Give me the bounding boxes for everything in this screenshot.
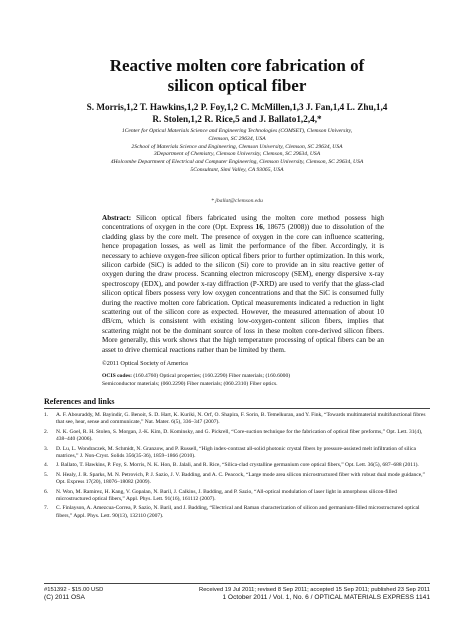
authors-line-2: R. Stolen,1,2 R. Rice,5 and J. Ballato1,2,4,* xyxy=(152,114,322,124)
abstract-label: Abstract: xyxy=(102,214,132,222)
reference-item xyxy=(44,472,430,487)
affiliation-line: Clemson, SC 29634, USA xyxy=(208,135,266,142)
reference-number: 3. xyxy=(44,445,49,452)
reference-number: 2. xyxy=(44,428,49,435)
references-heading: References and links xyxy=(44,397,115,406)
abstract-volume: 16 xyxy=(255,223,263,232)
page-footer xyxy=(44,586,430,602)
reference-number: 6. xyxy=(44,488,49,495)
corresponding-email[interactable]: * jballat@clemson.edu xyxy=(211,198,263,204)
reference-text: A. F. Abouraddy, M. Bayindir, G. Benoit, S. D. Hart, K. Kuriki, N. Orf, O. Shapira, F. Sorin, B. Temelkuran, and Y. Fink, “Towards multimaterial multifunctional fibres that see, hear, sense and communicate,” Nat. Mater. 6(5), 336–347 (2007). xyxy=(56,412,426,426)
affiliation-line: 5Consultant, Simi Valley, CA 93065, USA xyxy=(190,166,284,173)
reference-number: 4. xyxy=(44,462,49,469)
reference-item xyxy=(44,462,430,469)
title-line-1: Reactive molten core fabrication of xyxy=(109,56,365,75)
ocis-codes xyxy=(102,373,384,389)
footer-row-1 xyxy=(44,586,430,594)
reference-text: J. Ballato, T. Hawkins, P. Foy, S. Morris, N. K. Hon, B. Jalali, and R. Rice, “Silica-clad crystalline germanium core optical fibers,” Opt. Lett. 36(5), 687–688 (2011). xyxy=(56,462,419,469)
ocis-label: OCIS codes: xyxy=(102,373,132,379)
author-list xyxy=(60,101,414,125)
reference-text: N. Healy, J. R. Sparks, M. N. Petrovich, P. J. Sazio, J. V. Badding, and A. C. Peacock, “Large mode area silicon microstructured fiber with robust dual mode guidance,” Opt. Express 17(20), 18076–18082 (2009). xyxy=(56,471,425,486)
footer-price: #151392 - $15.00 USD xyxy=(44,587,104,593)
affiliations xyxy=(55,128,419,175)
reference-item xyxy=(44,446,430,461)
ocis-line-1: (160.4760) Optical properties; (160.2290) Fiber materials; (160.6000) xyxy=(132,373,291,379)
footer-citation: 1 October 2011 / Vol. 1, No. 6 / OPTICAL MATERIALS EXPRESS 1141 xyxy=(222,594,430,601)
affiliation-line: 4Holcombe Department of Electrical and Computer Engineering, Clemson University, Clemson, SC 29634, USA xyxy=(110,159,364,166)
reference-text: D. Lu, L. Wondraczek, M. Schmidt, N. Granzow, and P. Russell, “High index-contrast all-solid photonic crystal fibers by pressure-assisted melt infiltration of silica matrices,” J. Non-Cryst. Solids 356(35-36), 1859–1866 (2010). xyxy=(56,445,416,460)
references-divider xyxy=(44,408,430,409)
abstract-text-1: Silicon optical fibers fabricated using the molten core method possess high concentrations of oxygen in the core (Opt. Express xyxy=(102,214,384,232)
reference-list xyxy=(44,412,430,522)
reference-text: N. Won, M. Ramirez, H. Kang, V. Gopalan, N. Baril, J. Calkins, J. Badding, and P. Sazio, “All-optical modulation of laser light in amorphous silicon-filled microstructured optical fibers,” Appl. Phys. Lett. 91(16), 161112 (2007). xyxy=(56,488,397,503)
reference-number: 1. xyxy=(44,412,49,418)
reference-number: 7. xyxy=(44,505,49,512)
reference-number: 5. xyxy=(44,471,49,478)
authors-line-1: S. Morris,1,2 T. Hawkins,1,2 P. Foy,1,2 C. McMillen,1,3 J. Fan,1,4 L. Zhu,1,4 xyxy=(86,102,388,112)
abstract-text-2: , 18675 (2008)) due to dissolution of the cladding glass by the core melt. The presence of oxygen in the core can influence scattering, hence propagation losses, as well as limit the performance of the fiber. Accordingly, it is necessary to achieve oxygen-free silicon optical fibers prior to further optimization. In this work, silicon carbide (SiC) is added to the silicon (Si) core to provide an in situ reactive getter of oxygen during the draw process. Scanning electron microscopy (SEM), energy dispersive x-ray spectroscopy (EDX), and powder x-ray diffraction (P-XRD) are used to verify that the glass-clad silicon optical fibers possess very low oxygen concentrations and that the SiC is consumed fully during the reactive molten core fabrication. Optical measurements indicated a reduction in light scattering out of the silicon core as expected. However, the measured attenuation of about 10 dB/cm, which is consistent with existing low-oxygen-content silicon fibers, implies that scattering might not be the dominant source of loss in these molten core-derived silicon fibers. More generally, this work shows that the high temperature processing of optical fibers can be an asset to drive chemical reactions rather than be limited by them. xyxy=(102,223,385,354)
copyright-notice: ©2011 Optical Society of America xyxy=(102,360,188,367)
ocis-line-2: Semiconductor materials; (060.2290) Fiber materials; (060.2310) Fiber optics. xyxy=(102,380,278,387)
abstract xyxy=(102,214,384,355)
reference-text: C. Finlayson, A. Amezcua-Correa, P. Sazio, N. Baril, and J. Badding, “Electrical and Raman characterization of silicon and germanium-filled microstructured optical fibers,” Appl. Phys. Lett. 90(13), 132110 (2007). xyxy=(56,505,420,519)
affiliation-line: 1Center for Optical Materials Science and Engineering Technologies (COMSET), Clemson University, xyxy=(121,128,353,134)
reference-item xyxy=(44,505,430,520)
affiliation-line: 2School of Materials Science and Engineering, Clemson University, Clemson, SC 29634, USA xyxy=(131,143,343,150)
title-line-2: silicon optical fiber xyxy=(167,76,307,95)
reference-item xyxy=(44,429,430,444)
reference-text: N. K. Goel, R. H. Stolen, S. Morgan, J.-K. Kim, D. Kominsky, and G. Pickrell, “Core-suction technique for the fabrication of optical fiber preforms,” Opt. Lett. 31(4), 438–440 (2006). xyxy=(56,428,423,443)
footer-row-2 xyxy=(44,594,430,602)
footer-dates: Received 19 Jul 2011; revised 8 Sep 2011; accepted 15 Sep 2011; published 23 Sep 2011 xyxy=(199,587,430,593)
footer-copyright: (C) 2011 OSA xyxy=(44,594,85,601)
paper-title xyxy=(0,56,474,96)
reference-item xyxy=(44,489,430,504)
affiliation-line: 3Department of Chemistry, Clemson University, Clemson, SC 29634, USA xyxy=(153,151,321,158)
reference-item xyxy=(44,412,430,427)
footer-divider xyxy=(44,583,430,584)
